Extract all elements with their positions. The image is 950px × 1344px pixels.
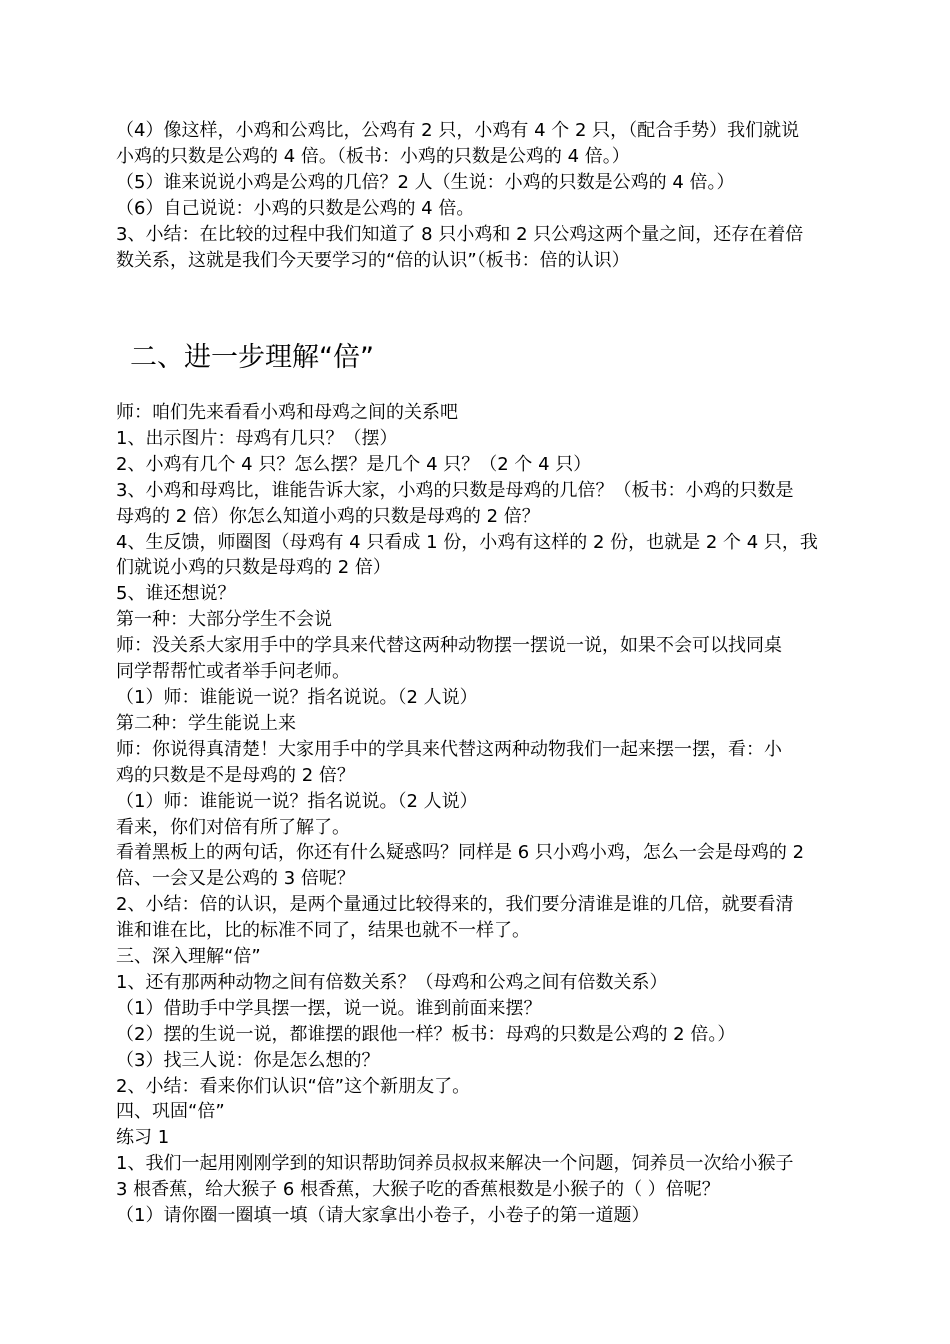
text-line: （4）像这样，小鸡和公鸡比，公鸡有 2 只，小鸡有 4 个 2 只，（配合手势）我们就说 [116, 120, 800, 141]
text-line: 2、小结：看来你们认识“倍”这个新朋友了。 [116, 1075, 471, 1097]
text-line: 2、小鸡有几个 4 只？怎么摆？是几个 4 只？（2 个 4 只） [116, 453, 592, 475]
text-line: 同学帮帮忙或者举手问老师。 [116, 661, 350, 683]
text-line: 师：没关系大家用手中的学具来代替这两种动物摆一摆说一说，如果不会可以找同桌 [116, 635, 782, 657]
text-line: 数关系，这就是我们今天要学习的“倍的认识”（板书：倍的认识） [116, 249, 630, 271]
text-line: （3）找三人说：你是怎么想的？ [116, 1049, 380, 1071]
text-line: 第一种：大部分学生不会说 [116, 609, 332, 631]
text-line: （1）借助手中学具摆一摆，说一说。谁到前面来摆？ [116, 997, 542, 1019]
text-line: 小鸡的只数是公鸡的 4 倍。（板书：小鸡的只数是公鸡的 4 倍。） [116, 145, 630, 167]
text-line: 母鸡的 2 倍）你怎么知道小鸡的只数是母鸡的 2 倍？ [116, 505, 540, 527]
section-heading: 二、进一步理解“倍” [130, 342, 374, 373]
text-line: 1、我们一起用刚刚学到的知识帮助饲养员叔叔来解决一个问题，饲养员一次给小猴子 [116, 1153, 794, 1175]
top-section [116, 118, 838, 273]
text-line: 师：你说得真清楚！大家用手中的学具来代替这两种动物我们一起来摆一摆，看：小 [116, 738, 782, 760]
text-line: 看来，你们对倍有所了解了。 [116, 816, 350, 838]
text-line: （1）师：谁能说一说？指名说说。（2 人说） [116, 686, 478, 708]
text-line: 1、出示图片：母鸡有几只？（摆） [116, 427, 398, 449]
text-line: 练习 1 [116, 1127, 170, 1149]
text-line: 3、小结：在比较的过程中我们知道了 8 只小鸡和 2 只公鸡这两个量之间，还存在着倍 [116, 223, 804, 245]
text-line: 1、还有那两种动物之间有倍数关系？（母鸡和公鸡之间有倍数关系） [116, 971, 668, 993]
text-line: 鸡的只数是不是母鸡的 2 倍？ [116, 764, 355, 786]
text-line: 5、谁还想说？ [116, 583, 236, 605]
text-line: 2、小结：倍的认识，是两个量通过比较得来的，我们要分清谁是谁的几倍，就要看清 [116, 894, 794, 916]
text-line: 4、生反馈，师圈图（母鸡有 4 只看成 1 份，小鸡有这样的 2 份，也就是 2 个 4 只，我 [116, 531, 818, 553]
text-line: 3 根香蕉，给大猴子 6 根香蕉，大猴子吃的香蕉根数是小猴子的（ ）倍呢？ [116, 1179, 720, 1201]
text-line: 3、小鸡和母鸡比，谁能告诉大家，小鸡的只数是母鸡的几倍？（板书：小鸡的只数是 [116, 479, 794, 501]
subsection-heading: 四、巩固“倍” [116, 1101, 225, 1123]
text-line: 们就说小鸡的只数是母鸡的 2 倍） [116, 557, 391, 579]
text-line: 师：咱们先来看看小鸡和母鸡之间的关系吧 [116, 402, 458, 423]
text-line: 倍、一会又是公鸡的 3 倍呢？ [116, 868, 355, 890]
text-line: 谁和谁在比，比的标准不同了，结果也就不一样了。 [116, 920, 530, 942]
text-line: （2）摆的生说一说，都谁摆的跟他一样？板书：母鸡的只数是公鸡的 2 倍。） [116, 1023, 736, 1045]
main-section [116, 400, 838, 1229]
text-line: （6）自己说说：小鸡的只数是公鸡的 4 倍。 [116, 197, 475, 219]
text-line: （5）谁来说说小鸡是公鸡的几倍？2 人（生说：小鸡的只数是公鸡的 4 倍。） [116, 171, 735, 193]
text-line: （1）师：谁能说一说？指名说说。（2 人说） [116, 790, 478, 812]
text-line: （1）请你圈一圈填一填（请大家拿出小卷子，小卷子的第一道题） [116, 1205, 650, 1227]
text-line: 看着黑板上的两句话，你还有什么疑惑吗？同样是 6 只小鸡小鸡，怎么一会是母鸡的 2 [116, 842, 805, 864]
subsection-heading: 三、深入理解“倍” [116, 946, 261, 968]
text-line: 第二种：学生能说上来 [116, 712, 296, 734]
